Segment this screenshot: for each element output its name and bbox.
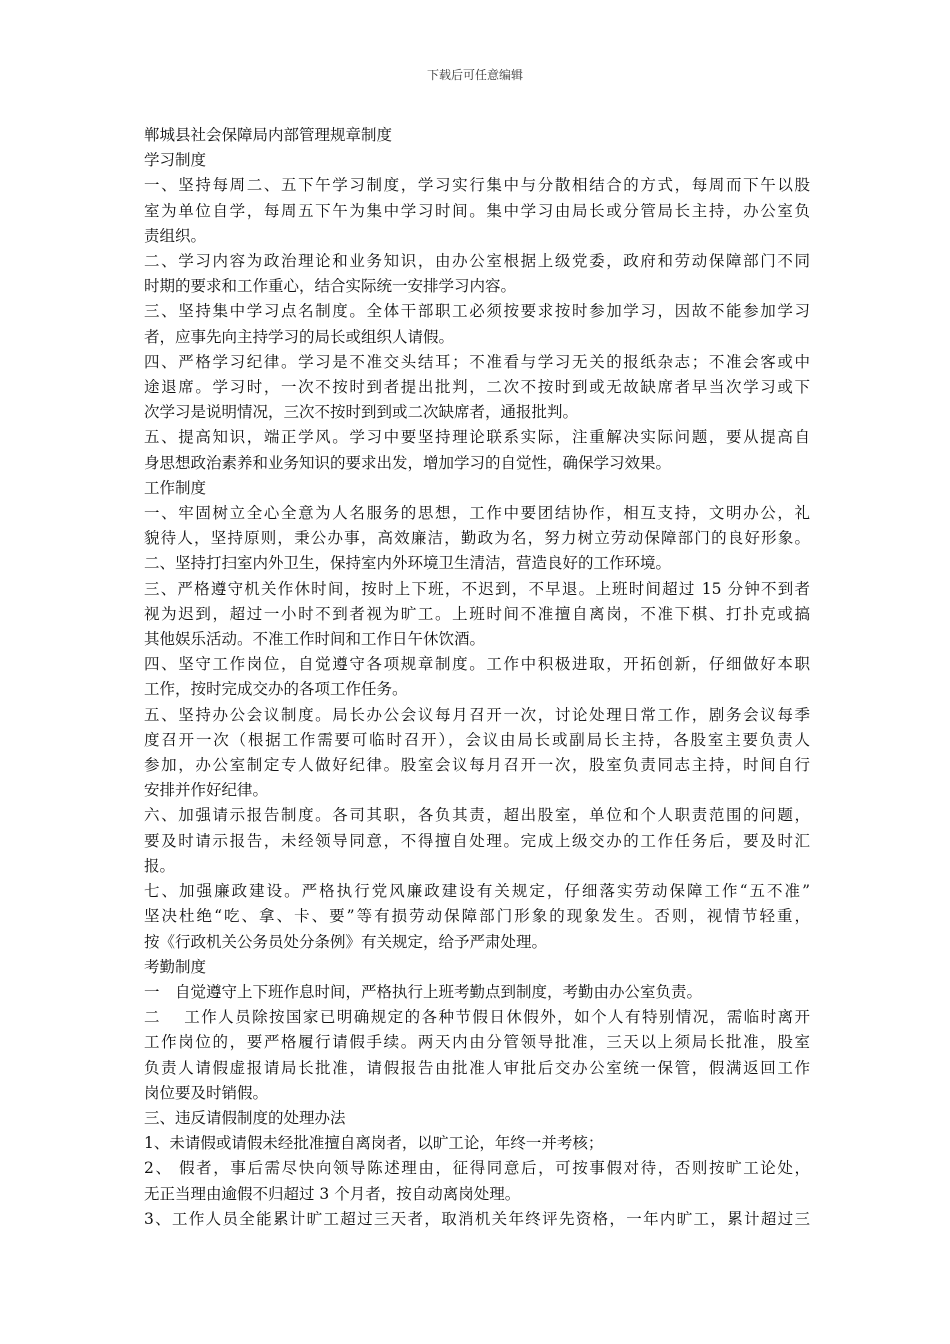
text-line: 二 工作人员除按国家已明确规定的各种节假日休假外，如个人有特别情况，需临时离开 [144, 1008, 810, 1027]
text-line: 一 自觉遵守上下班作息时间，严格执行上班考勤点到制度，考勤由办公室负责。 [144, 982, 703, 1001]
text-line: 其他娱乐活动。不准工作时间和工作日午休饮酒。 [144, 630, 486, 649]
text-line: 责组织。 [144, 226, 207, 245]
text-line: 2、 假者，事后需尽快向领导陈述理由，征得同意后，可按事假对待，否则按旷工论处， [144, 1159, 810, 1178]
text-line: 三、严格遵守机关作休时间，按时上下班，不迟到，不早退。上班时间超过 15 分钟不到者 [144, 579, 810, 598]
page-header-note: 下载后可任意编辑 [426, 68, 523, 82]
document-body [144, 123, 810, 1232]
text-line: 按《行政机关公务员处分条例》有关规定，给予严肃处理。 [144, 932, 548, 951]
text-line: 四、坚守工作岗位，自觉遵守各项规章制度。工作中积极进取，开拓创新，仔细做好本职 [144, 655, 810, 674]
text-line: 六、加强请示报告制度。各司其职，各负其责，超出股室，单位和个人职责范围的问题， [144, 806, 810, 825]
text-line: 度召开一次（根据工作需要可临时召开），会议由局长或副局长主持，各股室主要负责人 [144, 730, 810, 749]
text-line: 视为迟到，超过一小时不到者视为旷工。上班时间不准擅自离岗，不准下棋、打扑克或搞 [144, 604, 810, 623]
text-line: 次学习是说明情况，三次不按时到到或二次缺席者，通报批判。 [144, 403, 579, 422]
text-line: 1、未请假或请假未经批准擅自离岗者，以旷工论，年终一并考核； [144, 1134, 604, 1153]
text-line: 坚决杜绝“吃、拿、卡、要”等有损劳动保障部门形象的现象发生。否则，视情节轻重， [144, 907, 810, 926]
document-title: 郸城县社会保障局内部管理规章制度 [144, 126, 393, 144]
text-line: 3、工作人员全能累计旷工超过三天者，取消机关年终评先资格，一年内旷工，累计超过三 [144, 1209, 810, 1228]
text-line: 貌待人，坚持原则，秉公办事，高效廉洁，勤政为名，努力树立劳动保障部门的良好形象。 [144, 529, 810, 548]
text-line: 岗位要及时销假。 [144, 1083, 269, 1102]
text-line: 参加，办公室制定专人做好纪律。股室会议每月召开一次，股室负责同志主持，时间自行 [144, 756, 810, 775]
text-line: 工作，按时完成交办的各项工作任务。 [144, 680, 408, 699]
text-line: 五、坚持办公会议制度。局长办公会议每月召开一次，讨论处理日常工作，剧务会议每季 [144, 705, 810, 724]
text-line: 室为单位自学，每周五下午为集中学习时间。集中学习由局长或分管局长主持，办公室负 [144, 201, 810, 220]
text-line: 学习制度 [144, 151, 207, 170]
text-line: 要及时请示报告，未经领导同意，不得擅自处理。完成上级交办的工作任务后，要及时汇 [144, 831, 810, 850]
text-line: 途退席。学习时，一次不按时到者提出批判，二次不按时到或无故缺席者早当次学习或下 [144, 378, 810, 397]
text-line: 时期的要求和工作重心，结合实际统一安排学习内容。 [144, 277, 517, 296]
text-line: 七、加强廉政建设。严格执行党风廉政建设有关规定，仔细落实劳动保障工作“五不准” [144, 882, 810, 901]
text-line: 者，应事先向主持学习的局长或组织人请假。 [144, 327, 455, 346]
text-line: 三、坚持集中学习点名制度。全体干部职工必须按要求按时参加学习，因故不能参加学习 [144, 302, 810, 321]
text-line: 安排并作好纪律。 [144, 781, 269, 800]
text-line: 四、严格学习纪律。学习是不准交头结耳；不准看与学习无关的报纸杂志；不准会客或中 [144, 352, 810, 371]
text-line: 三、违反请假制度的处理办法 [144, 1108, 346, 1127]
document-lines [144, 148, 810, 1232]
text-line: 工作制度 [144, 478, 207, 497]
text-line: 五、提高知识，端正学风。学习中要坚持理论联系实际，注重解决实际问题，要从提高自 [144, 428, 810, 447]
text-line: 无正当理由逾假不归超过 3 个月者，按自动离岗处理。 [144, 1184, 521, 1203]
text-line: 一、牢固树立全心全意为人名服务的思想，工作中要团结协作，相互支持，文明办公，礼 [144, 504, 810, 523]
text-line: 报。 [144, 856, 176, 875]
text-line: 二、坚持打扫室内外卫生，保持室内外环境卫生清洁，营造良好的工作环境。 [144, 554, 672, 573]
text-line: 二、学习内容为政治理论和业务知识，由办公室根据上级党委，政府和劳动保障部门不同 [144, 252, 810, 271]
text-line: 一、坚持每周二、五下午学习制度，学习实行集中与分散相结合的方式，每周而下午以股 [144, 176, 810, 195]
text-line: 工作岗位的，要严格履行请假手续。两天内由分管领导批准，三天以上须局长批准，股室 [144, 1033, 810, 1052]
text-line: 负责人请假虚报请局长批准，请假报告由批准人审批后交办公室统一保管，假满返回工作 [144, 1058, 810, 1077]
text-line: 考勤制度 [144, 957, 207, 976]
text-line: 身思想政治素养和业务知识的要求出发，增加学习的自觉性，确保学习效果。 [144, 453, 672, 472]
